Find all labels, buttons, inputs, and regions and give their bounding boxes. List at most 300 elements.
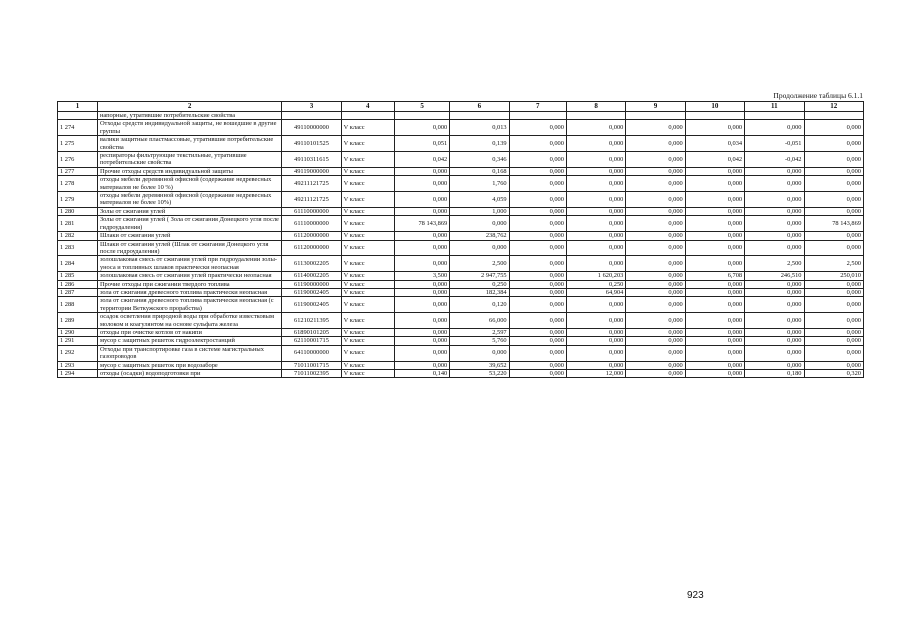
waste-name-cell: Золы от сжигания углей ( Зола от сжигания Донецкого угля после гидроудаления) (97, 216, 281, 232)
value-cell: 0,000 (566, 176, 625, 192)
value-cell: 0,000 (685, 328, 744, 336)
value-cell: 0,000 (626, 176, 685, 192)
value-cell: 0,000 (745, 232, 804, 240)
table-row (58, 328, 864, 336)
value-cell: 0,000 (394, 256, 449, 272)
row-number-cell: 1 294 (58, 370, 98, 378)
table-row (58, 280, 864, 288)
hazard-class-cell: V класс (341, 288, 394, 296)
waste-name-cell: отходы мебели деревянной офисной (содержание недревесных материалов не более 10%) (97, 192, 281, 208)
fkko-code-cell: 61210211395 (282, 313, 341, 329)
value-cell: 0,000 (509, 345, 566, 361)
value-cell: 0,013 (450, 120, 509, 136)
value-cell: 66,000 (450, 313, 509, 329)
table-row (58, 337, 864, 345)
table-row (58, 192, 864, 208)
value-cell: 0,000 (804, 120, 863, 136)
value-cell: 0,000 (745, 297, 804, 313)
value-cell: 0,000 (804, 240, 863, 256)
column-header: 12 (804, 102, 863, 112)
waste-name-cell: зола от сжигания древесного топлива практически неопасная (с территории Веткужского прорабства) (97, 297, 281, 313)
waste-name-cell: отходы при очистке котлов от накипи (97, 328, 281, 336)
value-cell: 0,000 (626, 337, 685, 345)
value-cell: 0,000 (509, 192, 566, 208)
value-cell: 0,000 (745, 207, 804, 215)
row-number-cell: 1 292 (58, 345, 98, 361)
waste-name-cell: Золы от сжигания углей (97, 207, 281, 215)
value-cell: 0,000 (804, 345, 863, 361)
table-row (58, 345, 864, 361)
value-cell: 0,000 (626, 345, 685, 361)
value-cell: 0,000 (509, 328, 566, 336)
hazard-class-cell: V класс (341, 120, 394, 136)
value-cell: 0,000 (566, 120, 625, 136)
value-cell: 0,168 (450, 167, 509, 175)
value-cell: 0,000 (745, 337, 804, 345)
value-cell: 0,000 (626, 167, 685, 175)
column-header: 8 (566, 102, 625, 112)
fkko-code-cell: 64110000000 (282, 345, 341, 361)
value-cell: 0,000 (509, 288, 566, 296)
value-cell: 4,059 (450, 192, 509, 208)
value-cell: 0,000 (745, 176, 804, 192)
table-row (58, 297, 864, 313)
value-cell: 0,000 (509, 176, 566, 192)
value-cell: 0,000 (509, 240, 566, 256)
value-cell: 0,000 (509, 297, 566, 313)
value-cell: 0,000 (804, 207, 863, 215)
value-cell: 0,000 (394, 288, 449, 296)
value-cell: 0,140 (394, 370, 449, 378)
value-cell: 0,000 (685, 313, 744, 329)
hazard-class-cell: V класс (341, 240, 394, 256)
value-cell: 0,000 (745, 288, 804, 296)
row-number-cell: 1 280 (58, 207, 98, 215)
hazard-class-cell: V класс (341, 152, 394, 168)
value-cell: 5,760 (450, 337, 509, 345)
waste-name-cell: Отходы средств индивидуальной защиты, не вошедшие в другие группы (97, 120, 281, 136)
table-row (58, 370, 864, 378)
value-cell: 0,000 (566, 167, 625, 175)
value-cell: 53,220 (450, 370, 509, 378)
row-number-cell: 1 279 (58, 192, 98, 208)
value-cell: 0,000 (626, 192, 685, 208)
value-cell: 0,000 (626, 288, 685, 296)
value-cell: 0,042 (685, 152, 744, 168)
value-cell: 0,000 (509, 120, 566, 136)
row-number-cell: 1 284 (58, 256, 98, 272)
value-cell: 0,000 (626, 207, 685, 215)
value-cell: 0,000 (394, 176, 449, 192)
fkko-code-cell: 49110101525 (282, 136, 341, 152)
value-cell (509, 112, 566, 120)
value-cell: 0,000 (685, 120, 744, 136)
waste-name-cell: мусор с защитных решеток гидроэлектростанций (97, 337, 281, 345)
value-cell: 0,000 (685, 232, 744, 240)
hazard-class-cell: V класс (341, 176, 394, 192)
waste-name-cell: золошлаковая смесь от сжигания углей практически неопасная (97, 272, 281, 280)
table-continuation-caption: Продолжение таблицы 6.1.1 (773, 91, 863, 100)
waste-name-cell: респираторы фильтрующие текстильные, утратившие потребительские свойства (97, 152, 281, 168)
row-number-cell: 1 286 (58, 280, 98, 288)
value-cell: 0,000 (394, 240, 449, 256)
value-cell: 0,000 (804, 328, 863, 336)
value-cell: 0,000 (566, 297, 625, 313)
value-cell: 0,000 (566, 240, 625, 256)
value-cell: 0,000 (509, 256, 566, 272)
fkko-code-cell: 61120000000 (282, 232, 341, 240)
value-cell: 0,000 (685, 337, 744, 345)
value-cell (685, 112, 744, 120)
value-cell: 0,000 (450, 345, 509, 361)
value-cell: 0,051 (394, 136, 449, 152)
fkko-code-cell (282, 112, 341, 120)
value-cell: 0,000 (626, 297, 685, 313)
value-cell: 0,000 (626, 256, 685, 272)
value-cell: 0,000 (509, 337, 566, 345)
waste-name-cell: мусор с защитных решеток при водозаборе (97, 361, 281, 369)
value-cell: 0,000 (685, 280, 744, 288)
value-cell: 0,320 (804, 370, 863, 378)
value-cell: 0,000 (509, 207, 566, 215)
value-cell: 0,000 (394, 280, 449, 288)
fkko-code-cell: 61120000000 (282, 240, 341, 256)
value-cell: 1,760 (450, 176, 509, 192)
value-cell: 0,000 (509, 216, 566, 232)
table-row (58, 167, 864, 175)
value-cell: 0,000 (509, 167, 566, 175)
value-cell: 0,000 (804, 313, 863, 329)
page-number: 923 (687, 590, 704, 601)
value-cell: 0,000 (685, 176, 744, 192)
value-cell: 0,000 (745, 120, 804, 136)
value-cell: 0,000 (394, 337, 449, 345)
hazard-class-cell: V класс (341, 313, 394, 329)
value-cell: 0,000 (804, 361, 863, 369)
value-cell (804, 112, 863, 120)
value-cell: 0,000 (685, 345, 744, 361)
value-cell: 2,500 (745, 256, 804, 272)
value-cell: 0,000 (804, 337, 863, 345)
value-cell: 0,000 (394, 345, 449, 361)
table-row (58, 313, 864, 329)
value-cell: 0,000 (566, 328, 625, 336)
value-cell: 250,010 (804, 272, 863, 280)
value-cell: 0,000 (626, 280, 685, 288)
column-header: 3 (282, 102, 341, 112)
waste-name-cell: Прочие отходы при сжигании твердого топлива (97, 280, 281, 288)
row-number-cell (58, 112, 98, 120)
table-row (58, 272, 864, 280)
fkko-code-cell: 71011002395 (282, 370, 341, 378)
fkko-code-cell: 71011001715 (282, 361, 341, 369)
value-cell (566, 112, 625, 120)
value-cell: 0,180 (745, 370, 804, 378)
value-cell: 0,000 (685, 288, 744, 296)
row-number-cell: 1 282 (58, 232, 98, 240)
value-cell: 0,000 (685, 167, 744, 175)
value-cell: 0,000 (566, 361, 625, 369)
waste-name-cell: отходы мебели деревянной офисной (содержание недревесных материалов не более 10 %) (97, 176, 281, 192)
value-cell (394, 112, 449, 120)
waste-name-cell: валики защитные пластмассовые, утратившие потребительские свойства (97, 136, 281, 152)
fkko-code-cell: 61130002205 (282, 256, 341, 272)
value-cell: 3,500 (394, 272, 449, 280)
hazard-class-cell: V класс (341, 345, 394, 361)
table-row (58, 240, 864, 256)
value-cell: 0,000 (394, 120, 449, 136)
fkko-code-cell: 49119000000 (282, 167, 341, 175)
value-cell: 0,000 (394, 167, 449, 175)
value-cell: 0,000 (450, 216, 509, 232)
fkko-code-cell: 61110000000 (282, 207, 341, 215)
row-number-cell: 1 275 (58, 136, 98, 152)
value-cell: 0,000 (509, 370, 566, 378)
row-number-cell: 1 277 (58, 167, 98, 175)
value-cell: 12,000 (566, 370, 625, 378)
value-cell: 0,000 (626, 240, 685, 256)
hazard-class-cell: V класс (341, 361, 394, 369)
fkko-code-cell: 49110000000 (282, 120, 341, 136)
value-cell: 238,762 (450, 232, 509, 240)
value-cell (745, 112, 804, 120)
value-cell (450, 112, 509, 120)
table-row (58, 152, 864, 168)
column-header: 10 (685, 102, 744, 112)
waste-table (57, 101, 864, 378)
value-cell: 0,000 (566, 192, 625, 208)
value-cell (626, 112, 685, 120)
value-cell: 0,000 (626, 120, 685, 136)
value-cell: 0,000 (685, 207, 744, 215)
table-row (58, 216, 864, 232)
value-cell: 0,000 (685, 216, 744, 232)
waste-name-cell: напорные, утратившие потребительские свойства (97, 112, 281, 120)
row-number-cell: 1 281 (58, 216, 98, 232)
value-cell: 6,708 (685, 272, 744, 280)
value-cell: 0,000 (685, 370, 744, 378)
value-cell: -0,051 (745, 136, 804, 152)
value-cell: 0,346 (450, 152, 509, 168)
value-cell: 0,000 (626, 216, 685, 232)
value-cell: 2,500 (804, 256, 863, 272)
waste-name-cell: отходы (осадки) водоподготовки при (97, 370, 281, 378)
value-cell: 0,000 (745, 328, 804, 336)
value-cell: 0,000 (626, 232, 685, 240)
value-cell: 39,652 (450, 361, 509, 369)
value-cell: 0,000 (566, 256, 625, 272)
fkko-code-cell: 49211121725 (282, 176, 341, 192)
value-cell: 2,597 (450, 328, 509, 336)
value-cell: 0,000 (626, 313, 685, 329)
table-row (58, 120, 864, 136)
value-cell: 0,000 (394, 207, 449, 215)
hazard-class-cell: V класс (341, 167, 394, 175)
value-cell: 1,000 (450, 207, 509, 215)
row-number-cell: 1 274 (58, 120, 98, 136)
hazard-class-cell: V класс (341, 272, 394, 280)
value-cell: 246,510 (745, 272, 804, 280)
value-cell: 0,000 (509, 152, 566, 168)
hazard-class-cell: V класс (341, 337, 394, 345)
column-header: 9 (626, 102, 685, 112)
value-cell: 0,000 (745, 240, 804, 256)
value-cell: 0,000 (566, 337, 625, 345)
fkko-code-cell: 49211121725 (282, 192, 341, 208)
hazard-class-cell: V класс (341, 256, 394, 272)
fkko-code-cell: 61110000000 (282, 216, 341, 232)
waste-name-cell: осадок осветления природной воды при обработке известковым молоком и коагулянтом на основе сульфата железа (97, 313, 281, 329)
table-row (58, 176, 864, 192)
hazard-class-cell: V класс (341, 192, 394, 208)
value-cell: 0,000 (626, 361, 685, 369)
value-cell: 0,000 (394, 328, 449, 336)
table-row (58, 136, 864, 152)
value-cell: 0,000 (626, 272, 685, 280)
value-cell: 1 620,203 (566, 272, 625, 280)
value-cell: 0,000 (394, 361, 449, 369)
hazard-class-cell: V класс (341, 136, 394, 152)
value-cell: 0,000 (804, 280, 863, 288)
value-cell: 0,000 (626, 328, 685, 336)
value-cell: 0,000 (509, 136, 566, 152)
value-cell: 0,000 (394, 192, 449, 208)
value-cell: 0,000 (685, 256, 744, 272)
value-cell: 0,000 (804, 192, 863, 208)
value-cell: 0,000 (566, 216, 625, 232)
value-cell: 182,384 (450, 288, 509, 296)
value-cell: 0,000 (566, 207, 625, 215)
value-cell: 0,000 (509, 272, 566, 280)
value-cell: 0,000 (745, 216, 804, 232)
column-header: 5 (394, 102, 449, 112)
column-header: 6 (450, 102, 509, 112)
fkko-code-cell: 62110001715 (282, 337, 341, 345)
column-header: 11 (745, 102, 804, 112)
value-cell: 0,000 (745, 345, 804, 361)
row-number-cell: 1 278 (58, 176, 98, 192)
value-cell: 0,000 (745, 361, 804, 369)
row-number-cell: 1 283 (58, 240, 98, 256)
waste-name-cell: Прочие отходы средств индивидуальной защиты (97, 167, 281, 175)
table-row (58, 112, 864, 120)
value-cell: 0,000 (745, 167, 804, 175)
row-number-cell: 1 289 (58, 313, 98, 329)
waste-name-cell: Шлаки от сжигания углей (97, 232, 281, 240)
row-number-cell: 1 293 (58, 361, 98, 369)
value-cell: 0,000 (804, 176, 863, 192)
value-cell: 78 143,869 (394, 216, 449, 232)
waste-name-cell: золошлаковая смесь от сжигания углей при гидроудалении золы-уноса и топливных шлаков практически неопасная (97, 256, 281, 272)
value-cell: 0,000 (685, 240, 744, 256)
value-cell: 0,000 (509, 232, 566, 240)
hazard-class-cell: V класс (341, 297, 394, 313)
value-cell: 0,000 (394, 232, 449, 240)
value-cell: 0,000 (745, 280, 804, 288)
value-cell: 0,000 (685, 297, 744, 313)
value-cell: 0,000 (804, 297, 863, 313)
value-cell: 0,000 (626, 370, 685, 378)
row-number-cell: 1 285 (58, 272, 98, 280)
value-cell: 64,904 (566, 288, 625, 296)
hazard-class-cell: V класс (341, 280, 394, 288)
value-cell: 0,042 (394, 152, 449, 168)
value-cell: 78 143,869 (804, 216, 863, 232)
value-cell: 0,250 (450, 280, 509, 288)
value-cell: 0,000 (566, 136, 625, 152)
value-cell: 0,034 (685, 136, 744, 152)
value-cell: 0,000 (394, 313, 449, 329)
fkko-code-cell: 49110311615 (282, 152, 341, 168)
value-cell: -0,042 (745, 152, 804, 168)
row-number-cell: 1 290 (58, 328, 98, 336)
table-row (58, 232, 864, 240)
value-cell: 0,000 (394, 297, 449, 313)
column-header: 2 (97, 102, 281, 112)
value-cell: 0,000 (685, 361, 744, 369)
value-cell: 0,000 (626, 152, 685, 168)
column-header: 1 (58, 102, 98, 112)
table-row (58, 256, 864, 272)
fkko-code-cell: 61890101205 (282, 328, 341, 336)
value-cell: 0,120 (450, 297, 509, 313)
hazard-class-cell (341, 112, 394, 120)
fkko-code-cell: 61190002405 (282, 288, 341, 296)
value-cell: 0,000 (804, 288, 863, 296)
row-number-cell: 1 291 (58, 337, 98, 345)
row-number-cell: 1 288 (58, 297, 98, 313)
waste-name-cell: зола от сжигания древесного топлива практически неопасная (97, 288, 281, 296)
hazard-class-cell: V класс (341, 207, 394, 215)
value-cell: 0,000 (745, 192, 804, 208)
hazard-class-cell: V класс (341, 232, 394, 240)
value-cell: 0,000 (566, 152, 625, 168)
value-cell: 0,000 (566, 232, 625, 240)
value-cell: 0,000 (509, 313, 566, 329)
row-number-cell: 1 276 (58, 152, 98, 168)
value-cell: 2 947,755 (450, 272, 509, 280)
value-cell: 0,000 (509, 280, 566, 288)
value-cell: 0,000 (804, 152, 863, 168)
value-cell: 0,139 (450, 136, 509, 152)
hazard-class-cell: V класс (341, 216, 394, 232)
table-row (58, 288, 864, 296)
column-header: 7 (509, 102, 566, 112)
row-number-cell: 1 287 (58, 288, 98, 296)
value-cell: 0,000 (566, 345, 625, 361)
table-header-row (58, 102, 864, 112)
fkko-code-cell: 61140002205 (282, 272, 341, 280)
value-cell: 0,000 (566, 313, 625, 329)
hazard-class-cell: V класс (341, 328, 394, 336)
value-cell: 0,000 (804, 136, 863, 152)
table-row (58, 207, 864, 215)
value-cell: 0,000 (685, 192, 744, 208)
value-cell: 0,000 (804, 167, 863, 175)
value-cell: 0,250 (566, 280, 625, 288)
table-row (58, 361, 864, 369)
value-cell: 0,000 (450, 240, 509, 256)
value-cell: 0,000 (804, 232, 863, 240)
waste-name-cell: Шлаки от сжигания углей (Шлак от сжигания Донецкого угля после гидроудаления) (97, 240, 281, 256)
value-cell: 0,000 (745, 313, 804, 329)
waste-name-cell: Отходы при транспортировке газа в системе магистральных газопроводов (97, 345, 281, 361)
value-cell: 0,000 (626, 136, 685, 152)
hazard-class-cell: V класс (341, 370, 394, 378)
value-cell: 2,500 (450, 256, 509, 272)
fkko-code-cell: 61190000000 (282, 280, 341, 288)
fkko-code-cell: 61190002405 (282, 297, 341, 313)
